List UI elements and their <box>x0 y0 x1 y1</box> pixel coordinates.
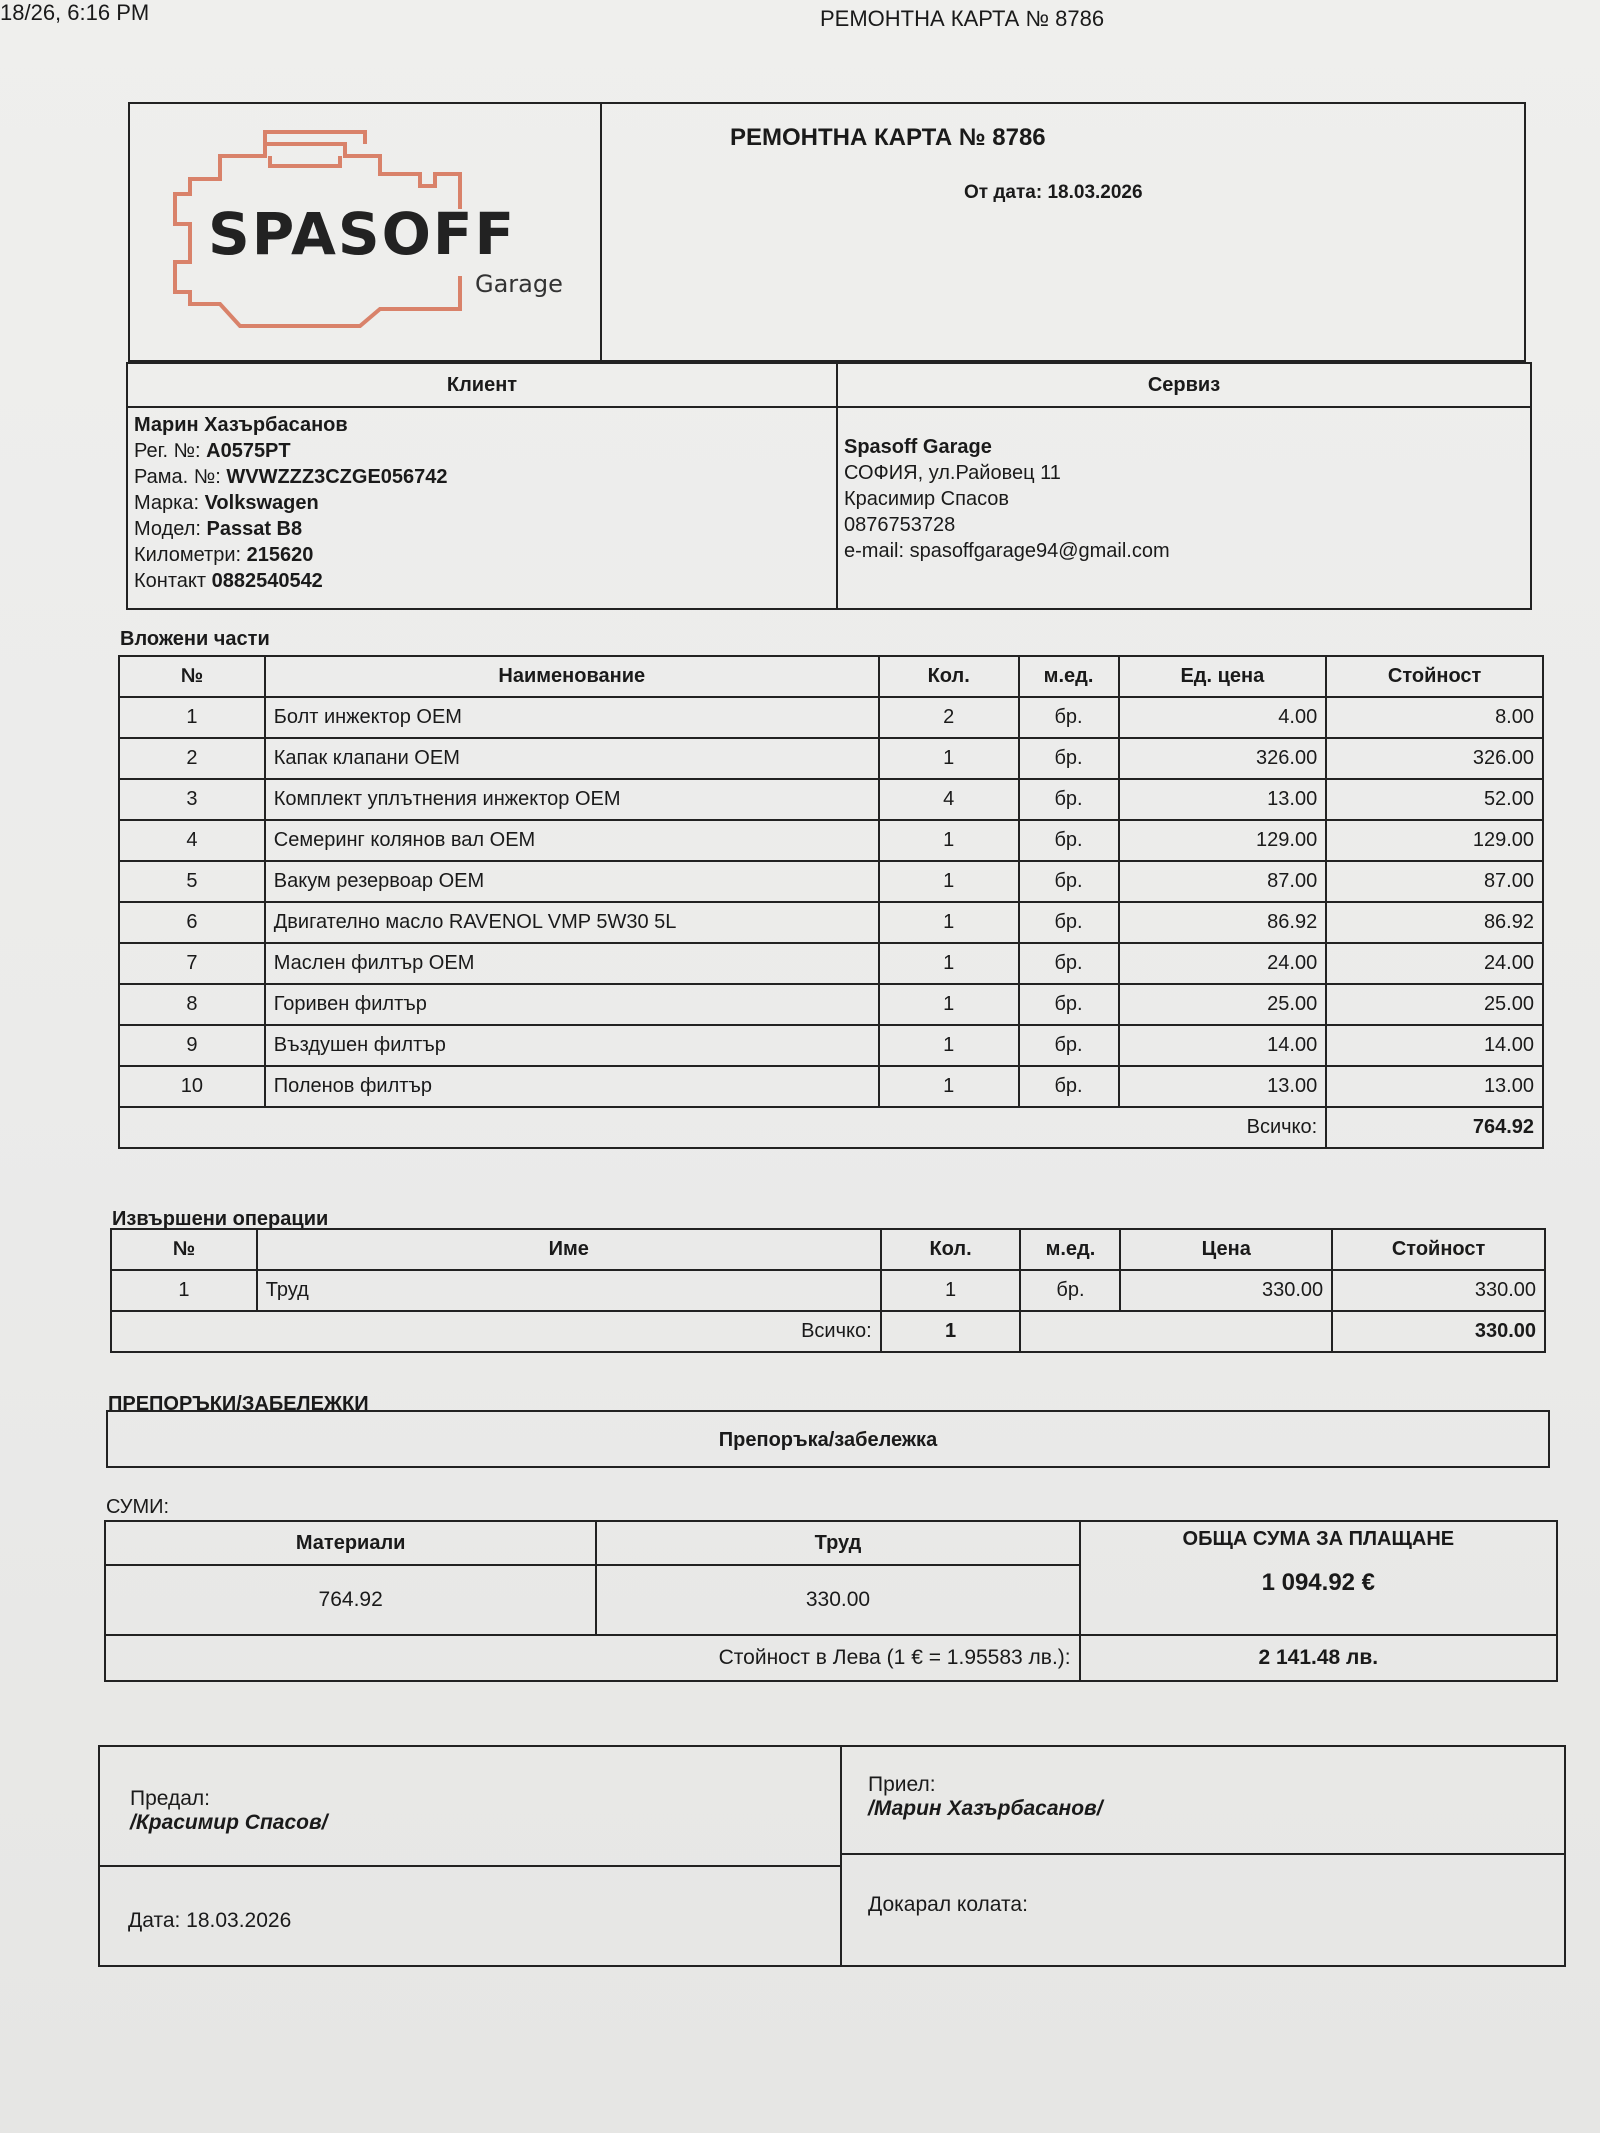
model-label: Модел: <box>134 518 201 540</box>
operations-header-3: м.ед. <box>1020 1229 1120 1270</box>
service-phone: 0876753728 <box>844 514 956 536</box>
operations-header-0: № <box>111 1229 257 1270</box>
operation-unit-price: 330.00 <box>1120 1270 1332 1311</box>
part-value: 129.00 <box>1326 820 1543 861</box>
print-title: РЕМОНТНА КАРТА № 8786 <box>820 6 1105 31</box>
service-details <box>838 408 1530 568</box>
card-date: От дата: 18.03.2026 <box>964 182 1143 203</box>
service-person: Красимир Спасов <box>844 488 1010 510</box>
logo-cell <box>130 104 602 360</box>
brought-label: Докарал колата: <box>868 1893 1028 1916</box>
operations-header-4: Цена <box>1120 1229 1332 1270</box>
part-row <box>119 984 1543 1025</box>
date-cell <box>100 1867 842 1965</box>
part-unit-price: 86.92 <box>1119 902 1327 943</box>
operation-qty: 1 <box>881 1270 1021 1311</box>
part-qty: 1 <box>879 943 1019 984</box>
operations-title: Извършени операции <box>112 1208 329 1230</box>
service-email: e-mail: spasoffgarage94@gmail.com <box>844 540 1170 562</box>
parts-header-row <box>119 656 1543 697</box>
part-value: 326.00 <box>1326 738 1543 779</box>
date-label: Дата: 18.03.2026 <box>128 1909 292 1932</box>
make-value: Volkswagen <box>204 492 319 514</box>
part-value: 8.00 <box>1326 697 1543 738</box>
operations-header-1: Име <box>257 1229 881 1270</box>
sums-header-row <box>105 1521 1557 1565</box>
notes-title: ПРЕПОРЪКИ/ЗАБЕЛЕЖКИ <box>108 1393 369 1415</box>
print-header <box>0 0 1600 40</box>
reg-label: Рег. №: <box>134 440 201 462</box>
signature-box <box>98 1745 1566 1967</box>
model-value: Passat B8 <box>206 518 303 540</box>
parts-total-label: Всичко: <box>119 1107 1326 1148</box>
part-unit: бр. <box>1019 779 1119 820</box>
part-value: 24.00 <box>1326 943 1543 984</box>
part-unit: бр. <box>1019 820 1119 861</box>
client-column <box>128 364 838 608</box>
parts-title: Вложени части <box>120 628 270 650</box>
part-value: 86.92 <box>1326 902 1543 943</box>
part-unit-price: 4.00 <box>1119 697 1327 738</box>
brought-car-cell <box>842 1855 1564 1965</box>
parts-header-4: Ед. цена <box>1119 656 1327 697</box>
service-name: Spasoff Garage <box>844 436 992 458</box>
part-num: 1 <box>119 697 265 738</box>
service-address: СОФИЯ, ул.Райовец 11 <box>844 462 1061 484</box>
parts-header-5: Стойност <box>1326 656 1543 697</box>
part-qty: 1 <box>879 861 1019 902</box>
part-qty: 2 <box>879 697 1019 738</box>
operations-header-5: Стойност <box>1332 1229 1545 1270</box>
make-label: Марка: <box>134 492 199 514</box>
bgn-value: 2 141.48 лв. <box>1080 1635 1557 1681</box>
part-row <box>119 943 1543 984</box>
parts-total-value: 764.92 <box>1326 1107 1543 1148</box>
operations-total-empty <box>1020 1311 1332 1352</box>
grand-total-cell <box>1080 1521 1557 1635</box>
part-qty: 1 <box>879 1066 1019 1107</box>
part-num: 3 <box>119 779 265 820</box>
received-label: Приел: <box>868 1773 936 1796</box>
part-name: Въздушен филтър <box>265 1025 879 1066</box>
handed-name: /Красимир Спасов/ <box>130 1811 328 1834</box>
part-name: Горивен филтър <box>265 984 879 1025</box>
part-row <box>119 820 1543 861</box>
part-qty: 4 <box>879 779 1019 820</box>
materials-value: 764.92 <box>105 1565 596 1635</box>
operation-value: 330.00 <box>1332 1270 1545 1311</box>
part-unit: бр. <box>1019 1025 1119 1066</box>
part-row <box>119 1066 1543 1107</box>
vin-value: WVWZZZ3CZGE056742 <box>226 466 448 488</box>
party-box <box>126 362 1532 610</box>
operation-row <box>111 1270 1545 1311</box>
grand-total-label: ОБЩА СУМА ЗА ПЛАЩАНЕ <box>1182 1528 1455 1550</box>
card-title: РЕМОНТНА КАРТА № 8786 <box>730 124 1046 151</box>
handed-over-cell <box>100 1747 842 1867</box>
part-num: 6 <box>119 902 265 943</box>
part-name: Капак клапани OEM <box>265 738 879 779</box>
logo-sub: Garage <box>475 270 563 298</box>
part-qty: 1 <box>879 984 1019 1025</box>
service-column <box>838 364 1530 608</box>
operations-table <box>110 1228 1546 1353</box>
part-name: Болт инжектор OEM <box>265 697 879 738</box>
part-value: 14.00 <box>1326 1025 1543 1066</box>
service-heading: Сервиз <box>838 364 1530 408</box>
part-qty: 1 <box>879 738 1019 779</box>
part-row <box>119 738 1543 779</box>
client-name: Марин Хазърбасанов <box>134 414 348 436</box>
part-unit: бр. <box>1019 984 1119 1025</box>
part-qty: 1 <box>879 820 1019 861</box>
part-name: Двигателно масло RAVENOL VMP 5W30 5L <box>265 902 879 943</box>
contact-label: Контакт <box>134 570 207 592</box>
part-num: 2 <box>119 738 265 779</box>
parts-total-row <box>119 1107 1543 1148</box>
part-qty: 1 <box>879 902 1019 943</box>
operations-header-2: Кол. <box>881 1229 1021 1270</box>
part-row <box>119 902 1543 943</box>
received-cell <box>842 1747 1564 1855</box>
part-name: Поленов филтър <box>265 1066 879 1107</box>
received-name: /Марин Хазърбасанов/ <box>868 1797 1103 1820</box>
part-row <box>119 779 1543 820</box>
spasoff-logo <box>130 104 596 360</box>
part-unit: бр. <box>1019 1066 1119 1107</box>
part-num: 4 <box>119 820 265 861</box>
part-unit-price: 24.00 <box>1119 943 1327 984</box>
contact-value: 0882540542 <box>211 570 323 592</box>
notes-column-label: Препоръка/забележка <box>718 1429 938 1451</box>
part-row <box>119 861 1543 902</box>
part-name: Комплект уплътнения инжектор OEM <box>265 779 879 820</box>
part-qty: 1 <box>879 1025 1019 1066</box>
parts-header-1: Наименование <box>265 656 879 697</box>
operation-num: 1 <box>111 1270 257 1311</box>
part-value: 13.00 <box>1326 1066 1543 1107</box>
header-box <box>128 102 1526 362</box>
part-unit: бр. <box>1019 902 1119 943</box>
sums-table <box>104 1520 1558 1682</box>
operations-total-qty: 1 <box>881 1311 1021 1352</box>
print-timestamp: 18/26, 6:16 PM <box>0 0 150 25</box>
operations-total-value: 330.00 <box>1332 1311 1545 1352</box>
part-name: Семеринг колянов вал OEM <box>265 820 879 861</box>
logo-word: SPASOFF <box>208 200 517 268</box>
bgn-row <box>105 1635 1557 1681</box>
part-value: 87.00 <box>1326 861 1543 902</box>
part-num: 9 <box>119 1025 265 1066</box>
part-unit-price: 13.00 <box>1119 1066 1327 1107</box>
parts-header-3: м.ед. <box>1019 656 1119 697</box>
part-unit-price: 25.00 <box>1119 984 1327 1025</box>
part-num: 10 <box>119 1066 265 1107</box>
reg-value: A0575PT <box>206 440 291 462</box>
sums-title: СУМИ: <box>106 1496 170 1518</box>
materials-label: Материали <box>105 1521 596 1565</box>
part-unit: бр. <box>1019 738 1119 779</box>
operations-header-row <box>111 1229 1545 1270</box>
part-row <box>119 1025 1543 1066</box>
part-name: Вакум резервоар OEM <box>265 861 879 902</box>
operations-total-row <box>111 1311 1545 1352</box>
bgn-label: Стойност в Лева (1 € = 1.95583 лв.): <box>105 1635 1080 1681</box>
labor-label: Труд <box>596 1521 1079 1565</box>
parts-header-2: Кол. <box>879 656 1019 697</box>
part-value: 25.00 <box>1326 984 1543 1025</box>
handed-label: Предал: <box>130 1787 211 1810</box>
part-unit-price: 129.00 <box>1119 820 1327 861</box>
vin-label: Рама. №: <box>134 466 221 488</box>
client-details <box>128 408 836 598</box>
operation-unit: бр. <box>1020 1270 1120 1311</box>
labor-value: 330.00 <box>596 1565 1079 1635</box>
part-value: 52.00 <box>1326 779 1543 820</box>
operations-total-label: Всичко: <box>111 1311 881 1352</box>
km-value: 215620 <box>246 544 314 566</box>
part-unit-price: 326.00 <box>1119 738 1327 779</box>
operation-name: Труд <box>257 1270 881 1311</box>
parts-table <box>118 655 1544 1149</box>
part-unit: бр. <box>1019 697 1119 738</box>
part-num: 5 <box>119 861 265 902</box>
part-num: 8 <box>119 984 265 1025</box>
part-unit-price: 13.00 <box>1119 779 1327 820</box>
part-unit-price: 14.00 <box>1119 1025 1327 1066</box>
km-label: Километри: <box>134 544 242 566</box>
notes-box <box>106 1410 1550 1468</box>
part-row <box>119 697 1543 738</box>
part-name: Маслен филтър OEM <box>265 943 879 984</box>
parts-header-0: № <box>119 656 265 697</box>
part-unit: бр. <box>1019 943 1119 984</box>
grand-total-value: 1 094.92 € <box>1261 1569 1376 1596</box>
part-unit-price: 87.00 <box>1119 861 1327 902</box>
client-heading: Клиент <box>128 364 836 408</box>
part-num: 7 <box>119 943 265 984</box>
part-unit: бр. <box>1019 861 1119 902</box>
